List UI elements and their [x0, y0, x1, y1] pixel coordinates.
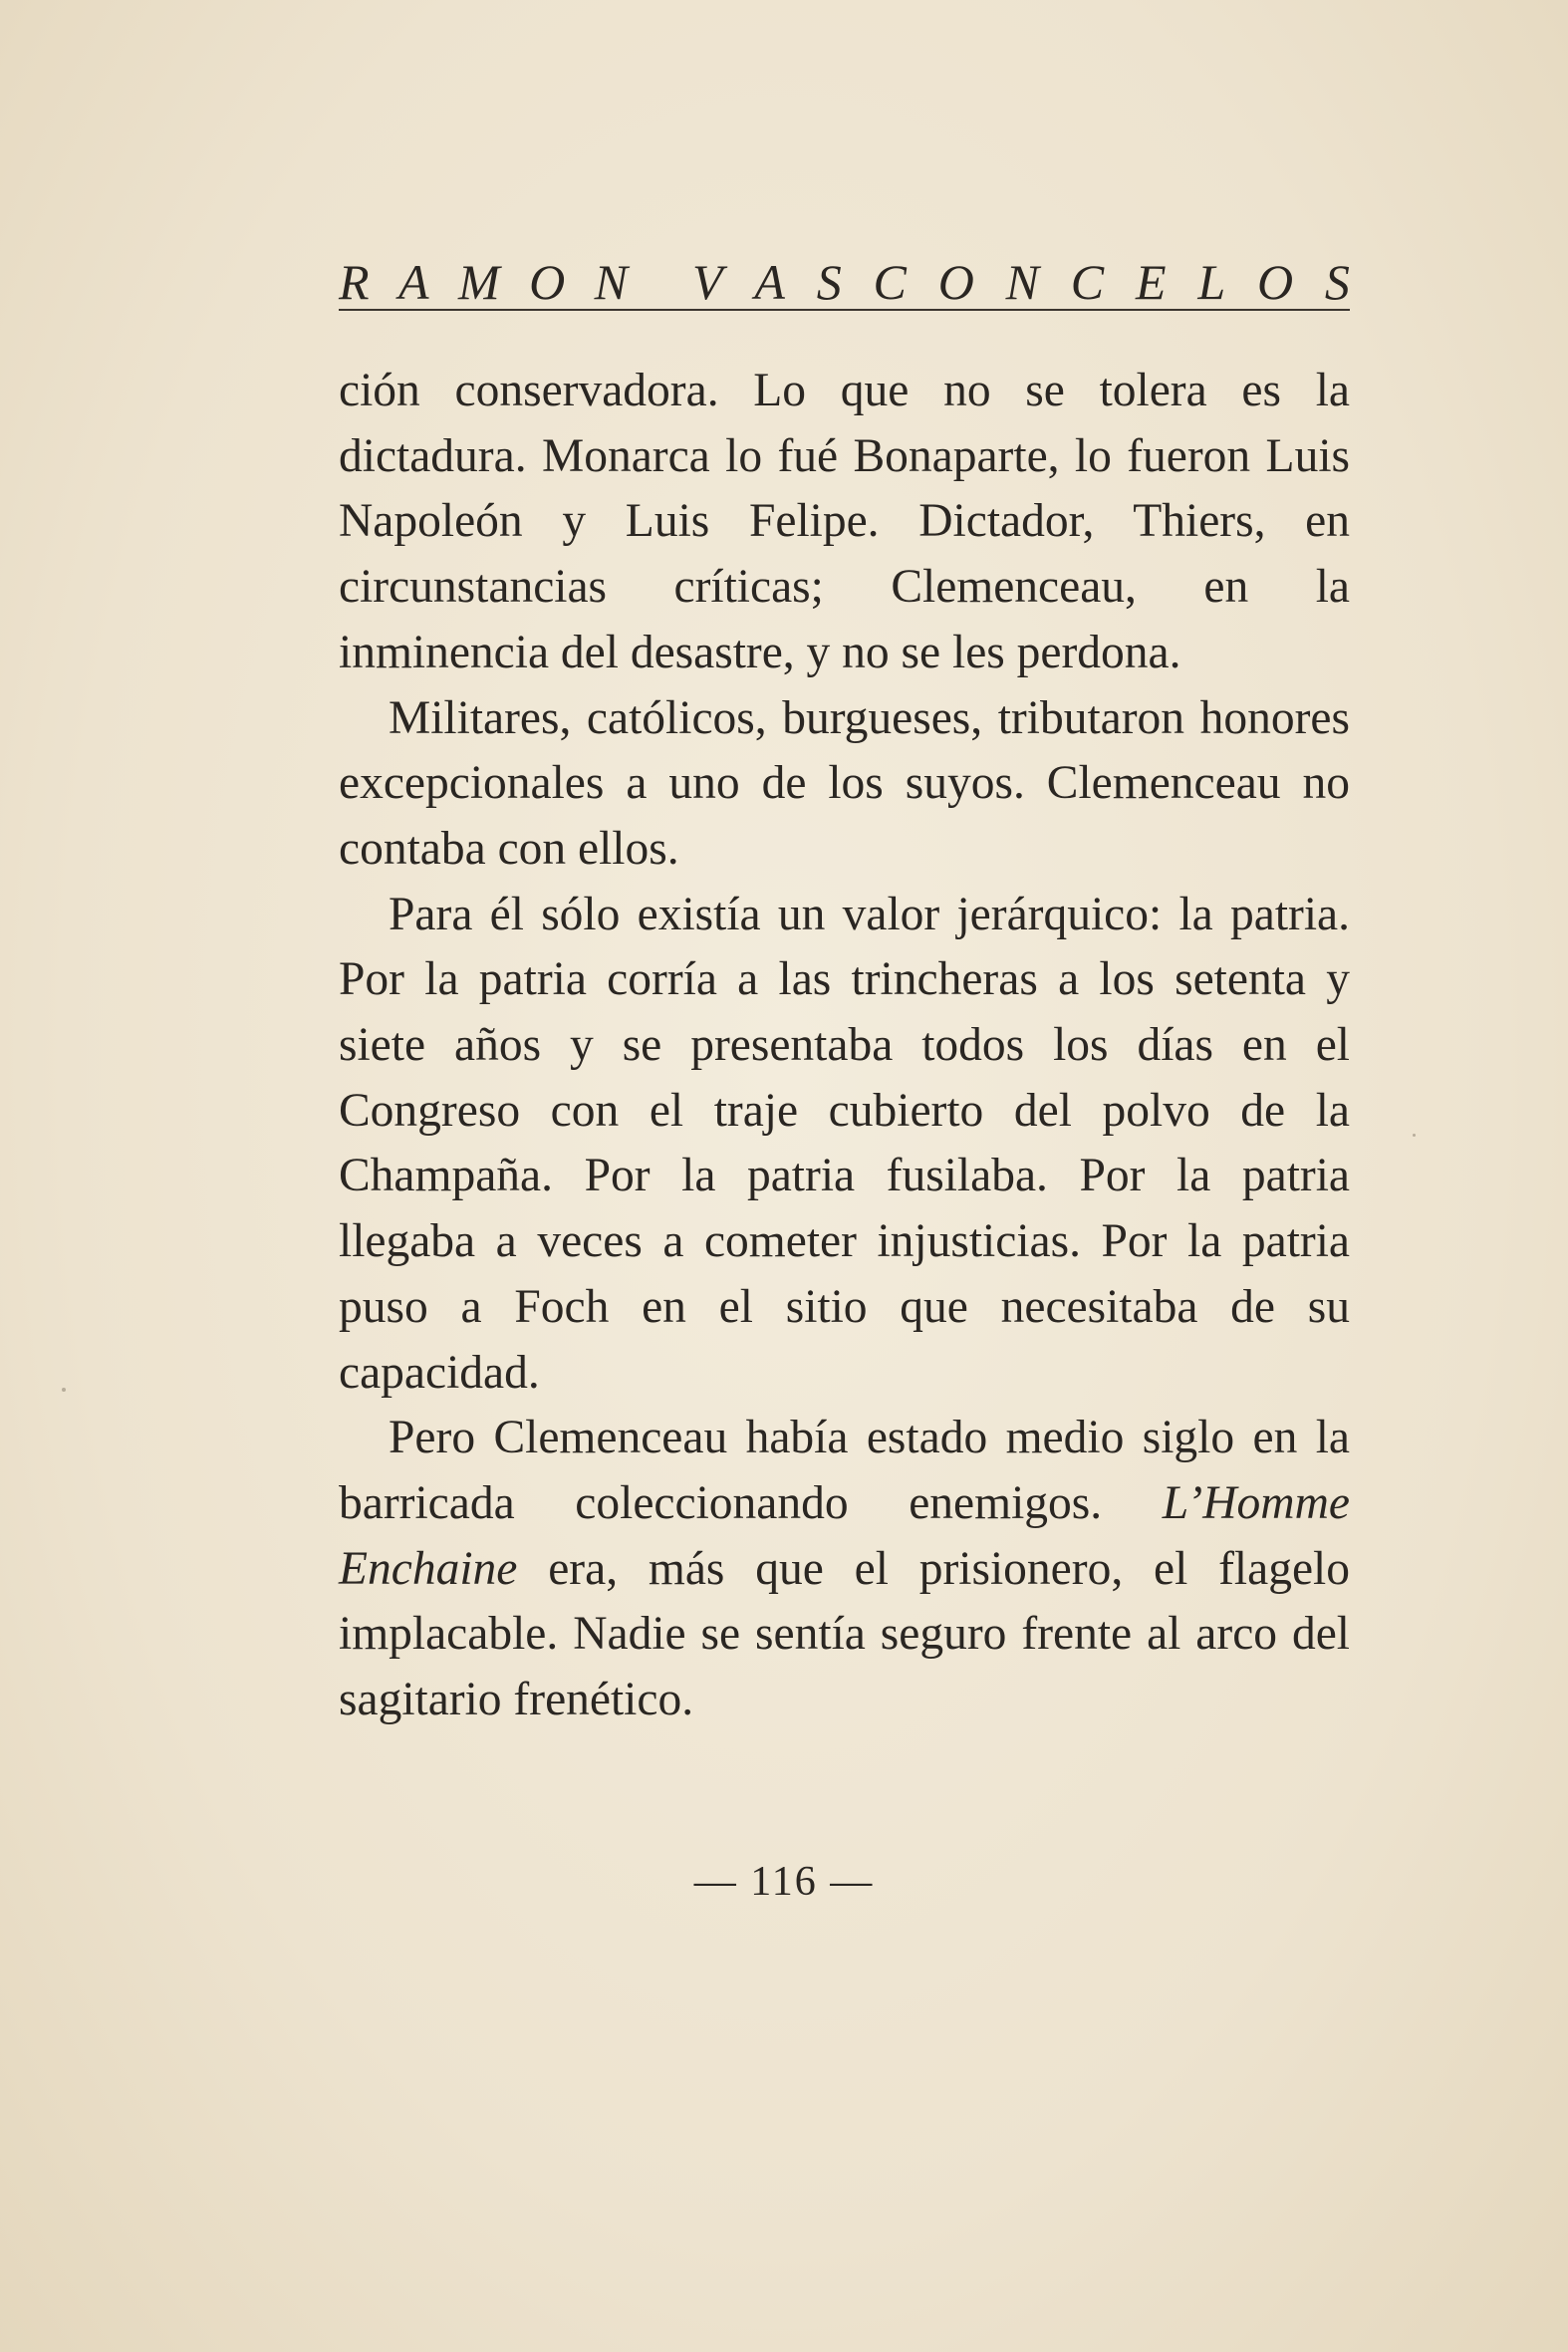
paragraph-text: Pero Clemenceau había estado medio siglo en la barricada coleccionando enemigos. [339, 1412, 1350, 1529]
paragraph-text: era, más que el prisionero, el flagelo implacable. Nadie se sentía seguro frente al arco del sagitario frenético. [339, 1542, 1350, 1726]
book-title-italic: L’Homme Enchaine [339, 1476, 1350, 1595]
paper-speck [1413, 1134, 1416, 1137]
running-head-letter: S [816, 254, 842, 310]
running-head-letter: C [873, 254, 907, 310]
running-head-letter: N [1005, 254, 1039, 310]
page-number: — 116 — [693, 1859, 875, 1905]
running-head-letter: O [937, 254, 974, 310]
running-head-letter: O [529, 254, 566, 310]
paragraph: Militares, católicos, burgueses, tributaron honores excepcionales a uno de los suyos. Clemenceau no contaba con ellos. [339, 691, 1350, 875]
running-head-letter: N [594, 254, 628, 310]
running-head-letter: L [1197, 254, 1226, 310]
running-head-letter: V [692, 254, 723, 310]
running-head-letter: M [457, 254, 500, 310]
running-head-first-name [339, 254, 628, 310]
running-head-letter: O [1256, 254, 1294, 310]
running-head-letter: E [1135, 254, 1167, 310]
paragraph: Para él sólo existía un valor jerárquico: la patria. Por la patria corría a las trincheras a los setenta y siete años y se presentaba todos los días en el Congreso con el traje cubierto del polvo de la Champaña. Por la patria fusilaba. Por la patria llegaba a veces a cometer injusticias. Por la patria puso a Foch en el sitio que necesitaba de su capacidad. [339, 888, 1350, 1399]
running-head-letter: S [1324, 254, 1350, 310]
running-head-letter: A [397, 254, 429, 310]
paragraph: ción conservadora. Lo que no se tolera es la dictadura. Monarca lo fué Bonaparte, lo fueron Luis Napoleón y Luis Felipe. Dictador, Thiers, en circunstancias críticas; Clemenceau, en la inminencia del desastre, y no se les perdona. [339, 365, 1350, 678]
running-head-letter: A [754, 254, 785, 310]
running-head-last-name [692, 254, 1350, 310]
body-text [339, 359, 1350, 1733]
paragraph [339, 1406, 1350, 1733]
running-head-letter: C [1070, 254, 1105, 310]
running-head-letter: R [339, 254, 370, 310]
header-rule [339, 309, 1350, 311]
running-head [339, 237, 1350, 310]
paper-speck [62, 1388, 66, 1392]
